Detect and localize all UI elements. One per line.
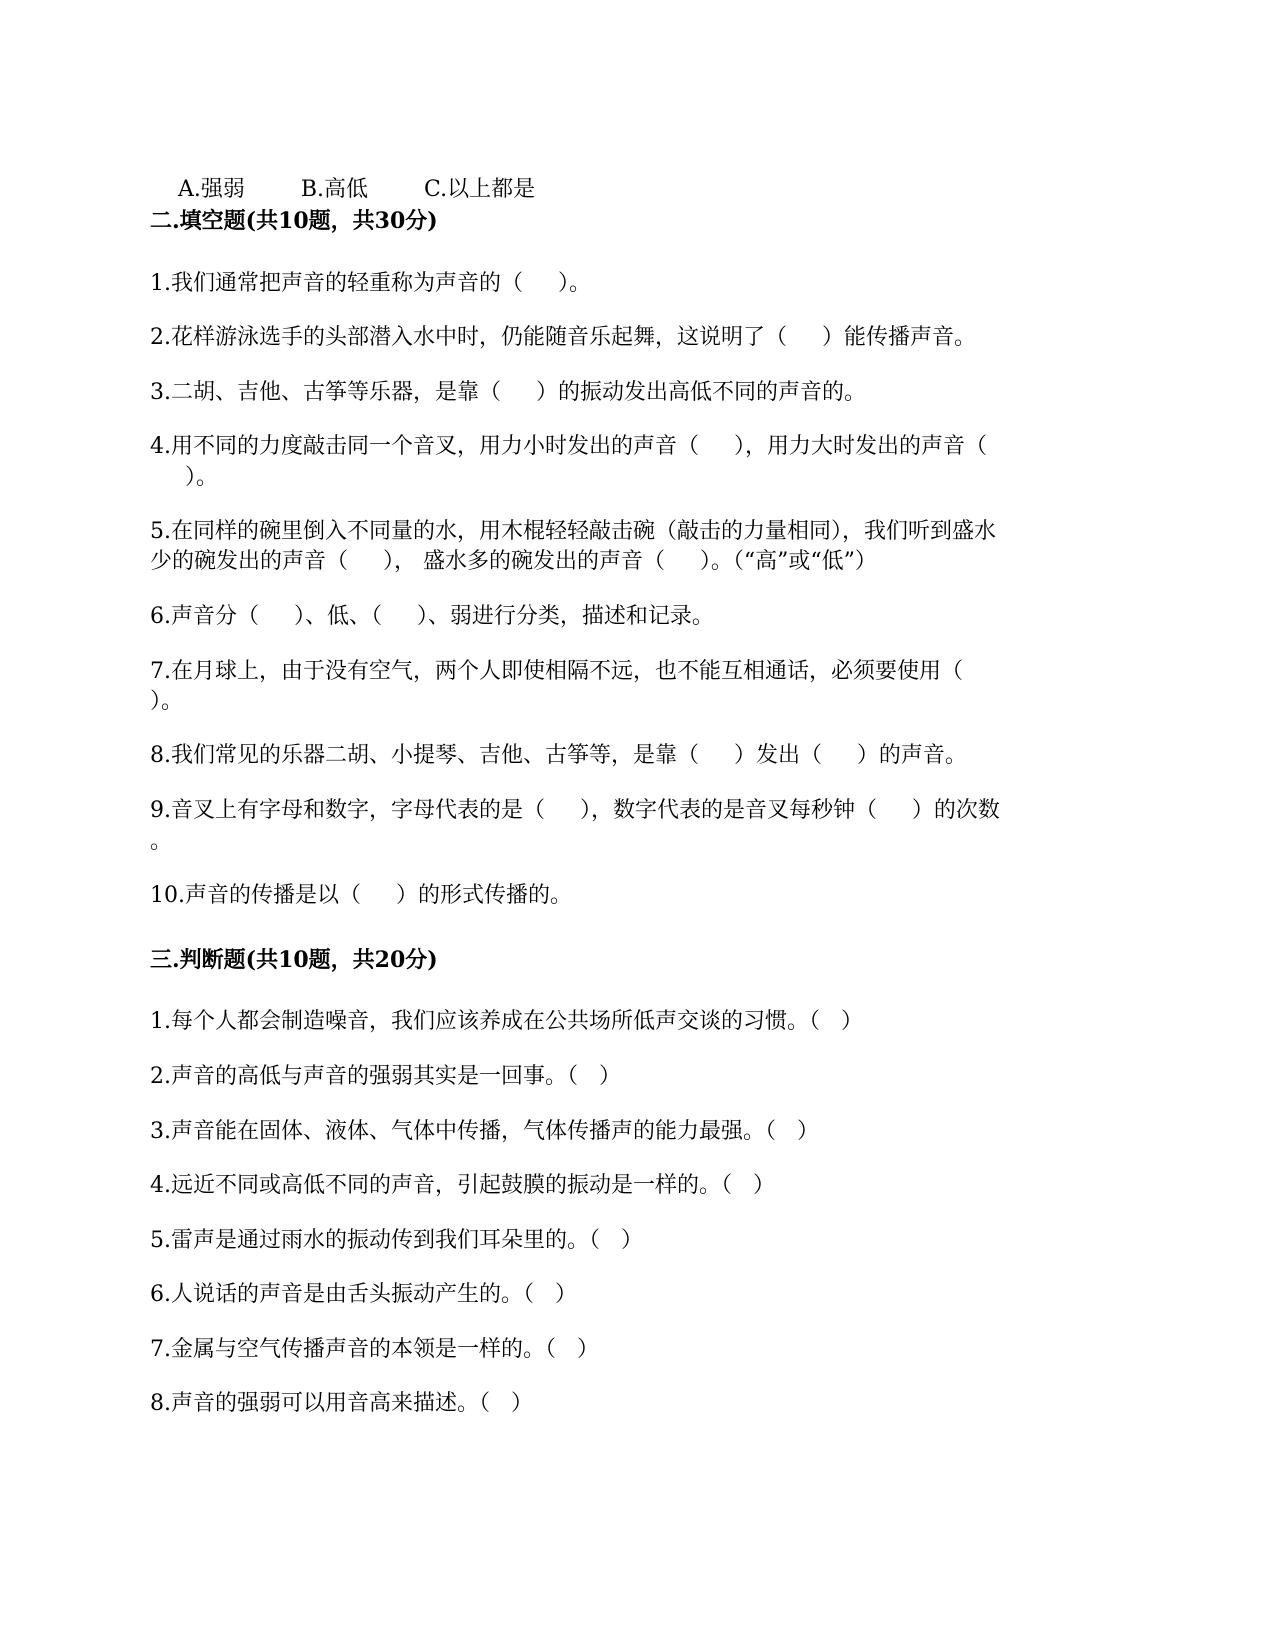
fill-question-4-line-1: 4.用不同的力度敲击同一个音叉，用力小时发出的声音（ ），用力大时发出的声音（ xyxy=(150,434,987,459)
fill-question-3: 3.二胡、吉他、古筝等乐器，是靠（ ）的振动发出高低不同的声音的。 xyxy=(150,380,866,405)
fill-question-7-line-1: 7.在月球上，由于没有空气，两个人即使相隔不远，也不能互相通话，必须要使用（ xyxy=(150,659,963,684)
fill-question-8: 8.我们常见的乐器二胡、小提琴、吉他、古筝等，是靠（ ）发出（ ）的声音。 xyxy=(150,743,967,768)
fill-question-7-line-2: ）。 xyxy=(150,689,184,714)
fill-question-10: 10.声音的传播是以（ ）的形式传播的。 xyxy=(150,883,572,908)
fill-question-2: 2.花样游泳选手的头部潜入水中时，仍能随音乐起舞，这说明了（ ）能传播声音。 xyxy=(150,325,976,350)
judge-question-5: 5.雷声是通过雨水的振动传到我们耳朵里的。（ ） xyxy=(150,1228,643,1253)
fill-question-5-line-1: 5.在同样的碗里倒入不同量的水，用木棍轻轻敲击碗（敲击的力量相同），我们听到盛水 xyxy=(150,519,996,544)
option-c: C.以上都是 xyxy=(424,177,536,202)
section-2-heading: 二.填空题(共10题，共30分) xyxy=(150,208,438,234)
fill-question-1: 1.我们通常把声音的轻重称为声音的（ ）。 xyxy=(150,271,591,296)
document-page xyxy=(150,0,1130,1650)
fill-question-9-line-1: 9.音叉上有字母和数字，字母代表的是（ ），数字代表的是音叉每秒钟（ ）的次数 xyxy=(150,798,1000,823)
option-a: A.强弱 xyxy=(177,177,245,202)
judge-question-1: 1.每个人都会制造噪音，我们应该养成在公共场所低声交谈的习惯。（ ） xyxy=(150,1009,863,1034)
judge-question-3: 3.声音能在固体、液体、气体中传播，气体传播声的能力最强。（ ） xyxy=(150,1119,819,1144)
option-b: B.高低 xyxy=(300,177,369,202)
section-3-heading: 三.判断题(共10题，共20分) xyxy=(150,947,438,973)
judge-question-6: 6.人说话的声音是由舌头振动产生的。（ ） xyxy=(150,1282,577,1307)
fill-question-5-line-2: 少的碗发出的声音（ ）， 盛水多的碗发出的声音（ ）。（“高”或“低”） xyxy=(150,549,877,574)
fill-question-6: 6.声音分（ ）、低、（ ）、弱进行分类，描述和记录。 xyxy=(150,604,714,629)
judge-question-7: 7.金属与空气传播声音的本领是一样的。（ ） xyxy=(150,1337,599,1362)
judge-question-4: 4.远近不同或高低不同的声音，引起鼓膜的振动是一样的。（ ） xyxy=(150,1173,775,1198)
fill-question-4-line-2: ）。 xyxy=(150,465,218,490)
fill-question-9-line-2: 。 xyxy=(150,829,173,854)
judge-question-8: 8.声音的强弱可以用音高来描述。（ ） xyxy=(150,1391,533,1416)
judge-question-2: 2.声音的高低与声音的强弱其实是一回事。（ ） xyxy=(150,1064,621,1089)
